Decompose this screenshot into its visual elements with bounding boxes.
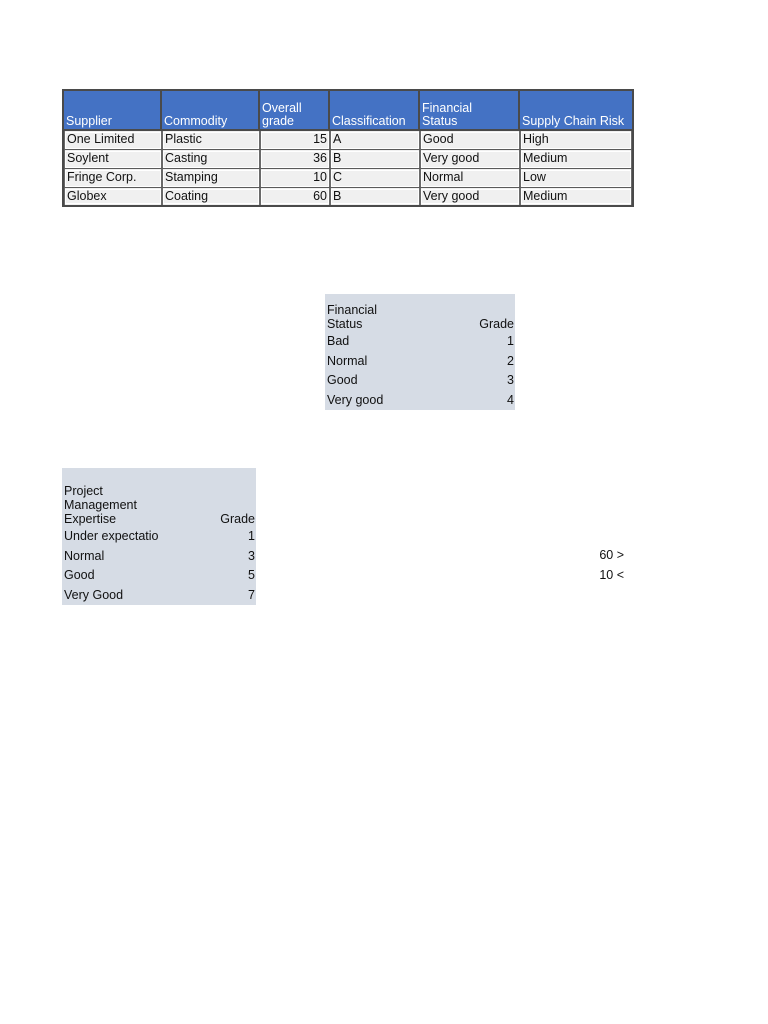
pm-level-name[interactable]: Normal xyxy=(64,548,105,563)
cell-overall-grade[interactable]: 10 xyxy=(260,169,330,188)
cell-commodity[interactable]: Casting xyxy=(162,150,260,169)
table-row xyxy=(64,150,632,169)
header-overall-grade-line2: grade xyxy=(262,114,294,128)
header-classification[interactable] xyxy=(330,91,420,131)
list-item xyxy=(325,352,515,372)
financial-status-grade[interactable]: 1 xyxy=(507,334,514,349)
cell-classification[interactable]: B xyxy=(330,188,420,205)
cell-commodity[interactable]: Plastic xyxy=(162,131,260,150)
list-item xyxy=(62,586,256,606)
pm-level-grade[interactable]: 5 xyxy=(248,568,255,583)
list-item xyxy=(62,527,256,547)
financial-status-name[interactable]: Very good xyxy=(327,392,384,407)
header-commodity-label: Commodity xyxy=(164,114,228,128)
project-management-lookup-table xyxy=(62,468,256,605)
header-overall-grade-line1: Overall xyxy=(262,101,302,115)
pm-header-line2: Management xyxy=(64,498,137,512)
header-supply-chain-risk-label: Supply Chain Risk xyxy=(522,114,625,128)
financial-status-grade[interactable]: 4 xyxy=(507,392,514,407)
pm-header-line3: Expertise xyxy=(64,512,117,526)
header-supplier[interactable] xyxy=(64,91,162,131)
cell-classification[interactable]: A xyxy=(330,131,420,150)
pm-level-grade[interactable]: 1 xyxy=(248,529,255,544)
cell-commodity[interactable]: Coating xyxy=(162,188,260,205)
cell-commodity[interactable]: Stamping xyxy=(162,169,260,188)
pm-header-row xyxy=(62,468,256,527)
cell-financial-status[interactable]: Good xyxy=(420,131,520,150)
header-supplier-label: Supplier xyxy=(66,114,112,128)
pm-header-grade[interactable]: Grade xyxy=(220,512,255,526)
header-financial-status-line2: Status xyxy=(422,114,458,128)
financial-status-lookup-table xyxy=(325,294,515,410)
table-row xyxy=(64,169,632,188)
cell-financial-status[interactable]: Very good xyxy=(420,150,520,169)
financial-status-header-label[interactable] xyxy=(325,294,426,332)
header-commodity[interactable] xyxy=(162,91,260,131)
table-row xyxy=(64,188,632,205)
list-item xyxy=(325,332,515,352)
cell-supply-chain-risk[interactable]: Medium xyxy=(520,188,632,205)
cell-supplier[interactable]: Fringe Corp. xyxy=(64,169,162,188)
cell-supply-chain-risk[interactable]: Medium xyxy=(520,150,632,169)
financial-status-name[interactable]: Bad xyxy=(327,334,350,349)
cell-overall-grade[interactable]: 60 xyxy=(260,188,330,205)
financial-status-header-line2: Status xyxy=(327,317,363,331)
cell-supplier[interactable]: Soylent xyxy=(64,150,162,169)
cell-classification[interactable]: B xyxy=(330,150,420,169)
table-row xyxy=(64,131,632,150)
pm-level-name[interactable]: Under expectatio xyxy=(64,529,159,544)
financial-status-grade[interactable]: 3 xyxy=(507,373,514,388)
financial-status-name[interactable]: Normal xyxy=(327,353,368,368)
pm-level-grade[interactable]: 7 xyxy=(248,587,255,602)
supplier-table-header-row xyxy=(64,91,632,131)
financial-status-name[interactable]: Good xyxy=(327,373,358,388)
list-item xyxy=(325,391,515,411)
supplier-table xyxy=(62,89,634,207)
cell-overall-grade[interactable]: 36 xyxy=(260,150,330,169)
cell-supplier[interactable]: Globex xyxy=(64,188,162,205)
cell-supply-chain-risk[interactable]: Low xyxy=(520,169,632,188)
pm-level-grade[interactable]: 3 xyxy=(248,548,255,563)
threshold-lower-cell[interactable]: 10 < xyxy=(599,568,624,582)
financial-status-header-row xyxy=(325,294,515,332)
cell-supplier[interactable]: One Limited xyxy=(64,131,162,150)
pm-level-name[interactable]: Good xyxy=(64,568,95,583)
cell-supply-chain-risk[interactable]: High xyxy=(520,131,632,150)
list-item xyxy=(325,371,515,391)
header-supply-chain-risk[interactable] xyxy=(520,91,632,131)
financial-status-grade[interactable]: 2 xyxy=(507,353,514,368)
pm-level-name[interactable]: Very Good xyxy=(64,587,124,602)
threshold-upper-cell[interactable]: 60 > xyxy=(599,548,624,562)
cell-classification[interactable]: C xyxy=(330,169,420,188)
list-item xyxy=(62,547,256,567)
list-item xyxy=(62,566,256,586)
header-overall-grade[interactable] xyxy=(260,91,330,131)
header-financial-status[interactable] xyxy=(420,91,520,131)
pm-header-label[interactable] xyxy=(62,468,161,527)
cell-financial-status[interactable]: Very good xyxy=(420,188,520,205)
cell-overall-grade[interactable]: 15 xyxy=(260,131,330,150)
header-classification-label: Classification xyxy=(332,114,406,128)
cell-financial-status[interactable]: Normal xyxy=(420,169,520,188)
pm-header-line1: Project xyxy=(64,484,103,498)
header-financial-status-line1: Financial xyxy=(422,101,473,115)
financial-status-header-grade[interactable]: Grade xyxy=(479,317,514,331)
financial-status-header-line1: Financial xyxy=(327,303,378,317)
